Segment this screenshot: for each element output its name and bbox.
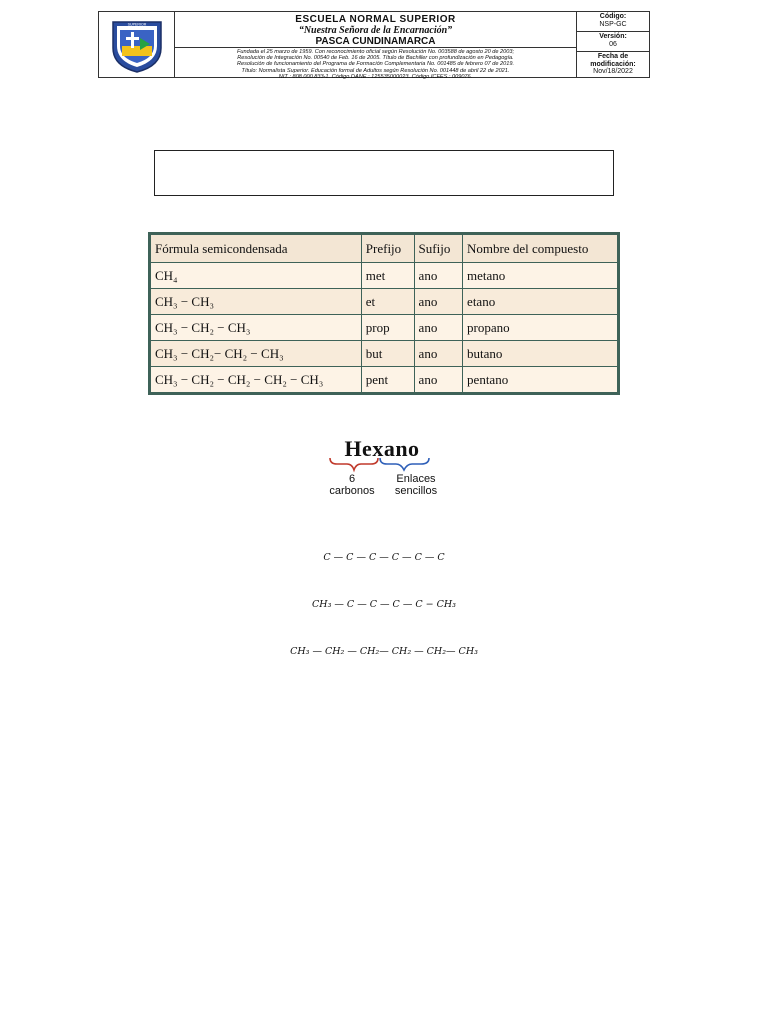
header-formula: Fórmula semicondensada: [151, 235, 362, 263]
code-cell: [577, 12, 649, 32]
suffix-cell: ano: [414, 263, 463, 289]
carbon-count: 6: [348, 473, 356, 485]
date-label: Fecha de modificación:: [590, 53, 636, 68]
school-town: PASCA CUNDINAMARCA: [175, 36, 576, 48]
prefix-cell: pent: [361, 367, 414, 393]
bond-label: [384, 473, 448, 497]
header-meta: [577, 12, 649, 77]
name-cell: butano: [463, 341, 618, 367]
name-cell: propano: [463, 315, 618, 341]
prefix-cell: et: [361, 289, 414, 315]
version-cell: [577, 32, 649, 52]
school-logo: [99, 12, 175, 77]
carbon-brace: [330, 458, 378, 470]
suffix-cell: ano: [414, 315, 463, 341]
svg-text:SUPERIOR: SUPERIOR: [127, 22, 146, 26]
shield-icon: [108, 16, 166, 74]
code-label: Código:: [599, 13, 627, 20]
hexano-title: Hexano: [344, 436, 420, 461]
version-label: Versión:: [599, 33, 627, 41]
prefix-cell: prop: [361, 315, 414, 341]
formula-carbon-chain: C — C — C — C — C — C: [323, 552, 445, 563]
table-header-row: [151, 235, 618, 263]
formula-cell: CH₃ − CH₂− CH₂ − CH₃: [151, 341, 362, 367]
suffix-cell: ano: [414, 367, 463, 393]
table-row: [151, 263, 618, 289]
carbon-label: [322, 473, 382, 497]
legal-line: Título: Normalista Superior. Educación formal de Adultos según Resolución No. 001448 de abril 22 de 2021.: [241, 67, 510, 74]
document-header: [98, 11, 650, 78]
bond-brace: [380, 458, 429, 470]
legal-line: Resolución de funcionamiento del Programa de Formación Complementaria No. 001485 de febrero 07 de 2019.: [236, 61, 515, 68]
formula-semicondensed: CH₃ — CH₂ — CH₂— CH₂ — CH₂— CH₃: [290, 646, 478, 657]
header-prefix: Prefijo: [361, 235, 414, 263]
formula-cell: CH₃ − CH₃: [151, 289, 362, 315]
table-row: [151, 341, 618, 367]
suffix-cell: ano: [414, 289, 463, 315]
legal-text: [175, 48, 576, 80]
formula-cell: CH₄: [151, 263, 362, 289]
header-name: Nombre del compuesto: [463, 235, 618, 263]
legal-line: Fundada el 25 marzo de 1959. Con reconocimiento oficial según Resolución No. 003588 de agosto 20 de 2003;: [236, 49, 515, 55]
carbon-word: carbonos: [329, 485, 375, 497]
alkanes-table: [148, 232, 620, 395]
legal-line: Resolución de Integración No. 00540 de Feb. 16 de 2005. Título de Bachiller con profundización en Pedagogía.: [237, 55, 514, 62]
formula-terminal-methyl: CH₃ — C — C — C — C − CH₃: [312, 599, 456, 610]
prefix-cell: met: [361, 263, 414, 289]
version-value: 06: [609, 40, 617, 48]
school-name: ESCUELA NORMAL SUPERIOR: [295, 14, 456, 25]
bond-word-2: sencillos: [394, 485, 438, 497]
legal-line: NIT : 808.000.833-1. Código DANE : 125535000023. Código ICFES : 009076.: [278, 73, 473, 80]
name-cell: metano: [463, 263, 618, 289]
date-value: Nov/18/2022: [593, 68, 633, 76]
table-row: [151, 315, 618, 341]
table-row: [151, 289, 618, 315]
suffix-cell: ano: [414, 341, 463, 367]
code-value: NSP-GC: [599, 20, 627, 28]
empty-title-box: [154, 150, 614, 196]
header-center: [175, 12, 577, 80]
name-cell: etano: [463, 289, 618, 315]
formula-cell: CH₃ − CH₂ − CH₃: [151, 315, 362, 341]
date-cell: [577, 52, 649, 77]
formula-cell: CH₃ − CH₂ − CH₂ − CH₂ − CH₃: [151, 367, 362, 393]
bond-word-1: Enlaces: [396, 473, 436, 485]
school-motto: “Nuestra Señora de la Encarnación”: [298, 25, 453, 36]
table-row: [151, 367, 618, 393]
prefix-cell: but: [361, 341, 414, 367]
header-suffix: Sufijo: [414, 235, 463, 263]
name-cell: pentano: [463, 367, 618, 393]
